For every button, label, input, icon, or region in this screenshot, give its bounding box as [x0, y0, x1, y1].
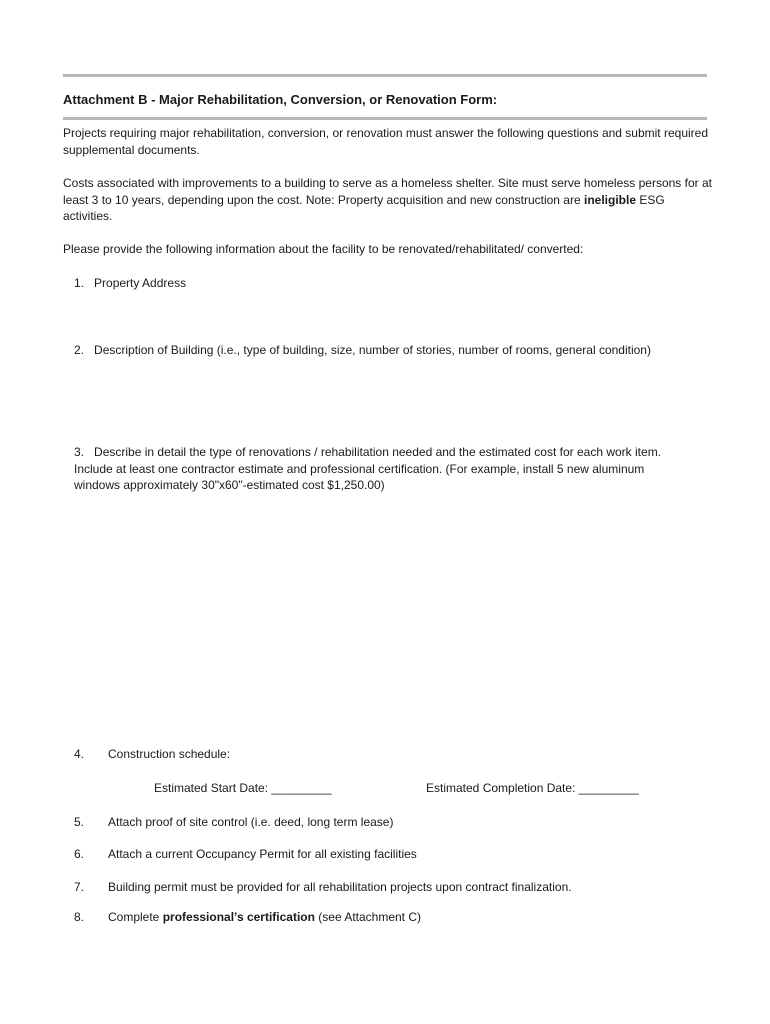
- question-1: [74, 275, 714, 292]
- item-text: [108, 909, 421, 926]
- item-text: Building permit must be provided for all rehabilitation projects upon contract finalization.: [108, 880, 572, 894]
- item-number: 4.: [74, 747, 85, 761]
- question-3: [74, 444, 674, 494]
- question-number: 1.: [74, 276, 85, 290]
- item-number: 8.: [74, 910, 85, 924]
- costs-text-1: Costs associated with improvements to a building to serve as a homeless shelter. Site must serve homeless persons for at least 3 to 10 years, depending upon the cost. Note: Property acquisition and new construction are: [63, 176, 712, 207]
- item-text-suffix: (see Attachment C): [314, 910, 422, 924]
- question-text: Describe in detail the type of renovations / rehabilitation needed and the estimated cost for each work item. Include at least one contractor estimate and professional certification. (For example, install 5 new aluminum windows approximately 30"x60"-estimated cost $1,250.00): [74, 445, 662, 492]
- question-number: 2.: [74, 343, 85, 357]
- ineligible-text: ineligible: [584, 192, 637, 207]
- item-text-prefix: Complete: [108, 910, 163, 924]
- estimated-start-date: Estimated Start Date: _________: [154, 781, 332, 795]
- item-text: Attach proof of site control (i.e. deed, long term lease): [108, 815, 394, 829]
- item-number: 6.: [74, 847, 85, 861]
- estimated-completion-date: Estimated Completion Date: _________: [426, 781, 639, 795]
- item-text: Attach a current Occupancy Permit for all existing facilities: [108, 847, 417, 861]
- question-number: 3.: [74, 445, 85, 459]
- top-divider: [63, 74, 707, 77]
- professional-certification-text: professional’s certification: [162, 910, 315, 924]
- page-title: Attachment B - Major Rehabilitation, Conversion, or Renovation Form:: [63, 92, 498, 107]
- title-divider: [63, 117, 707, 120]
- question-2: [74, 342, 714, 359]
- intro-paragraph: Projects requiring major rehabilitation, conversion, or renovation must answer the following questions and submit required supplemental documents.: [63, 126, 708, 157]
- item-text: Construction schedule:: [108, 747, 231, 761]
- costs-paragraph: [63, 175, 713, 225]
- question-text: Description of Building (i.e., type of building, size, number of stories, number of rooms, general condition): [94, 343, 651, 357]
- question-text: Property Address: [94, 276, 187, 290]
- costs-text-2: ESG activities.: [63, 192, 665, 223]
- item-number: 5.: [74, 815, 85, 829]
- item-number: 7.: [74, 880, 85, 894]
- instruction-paragraph: Please provide the following information about the facility to be renovated/rehabilitated/ converted:: [63, 242, 584, 256]
